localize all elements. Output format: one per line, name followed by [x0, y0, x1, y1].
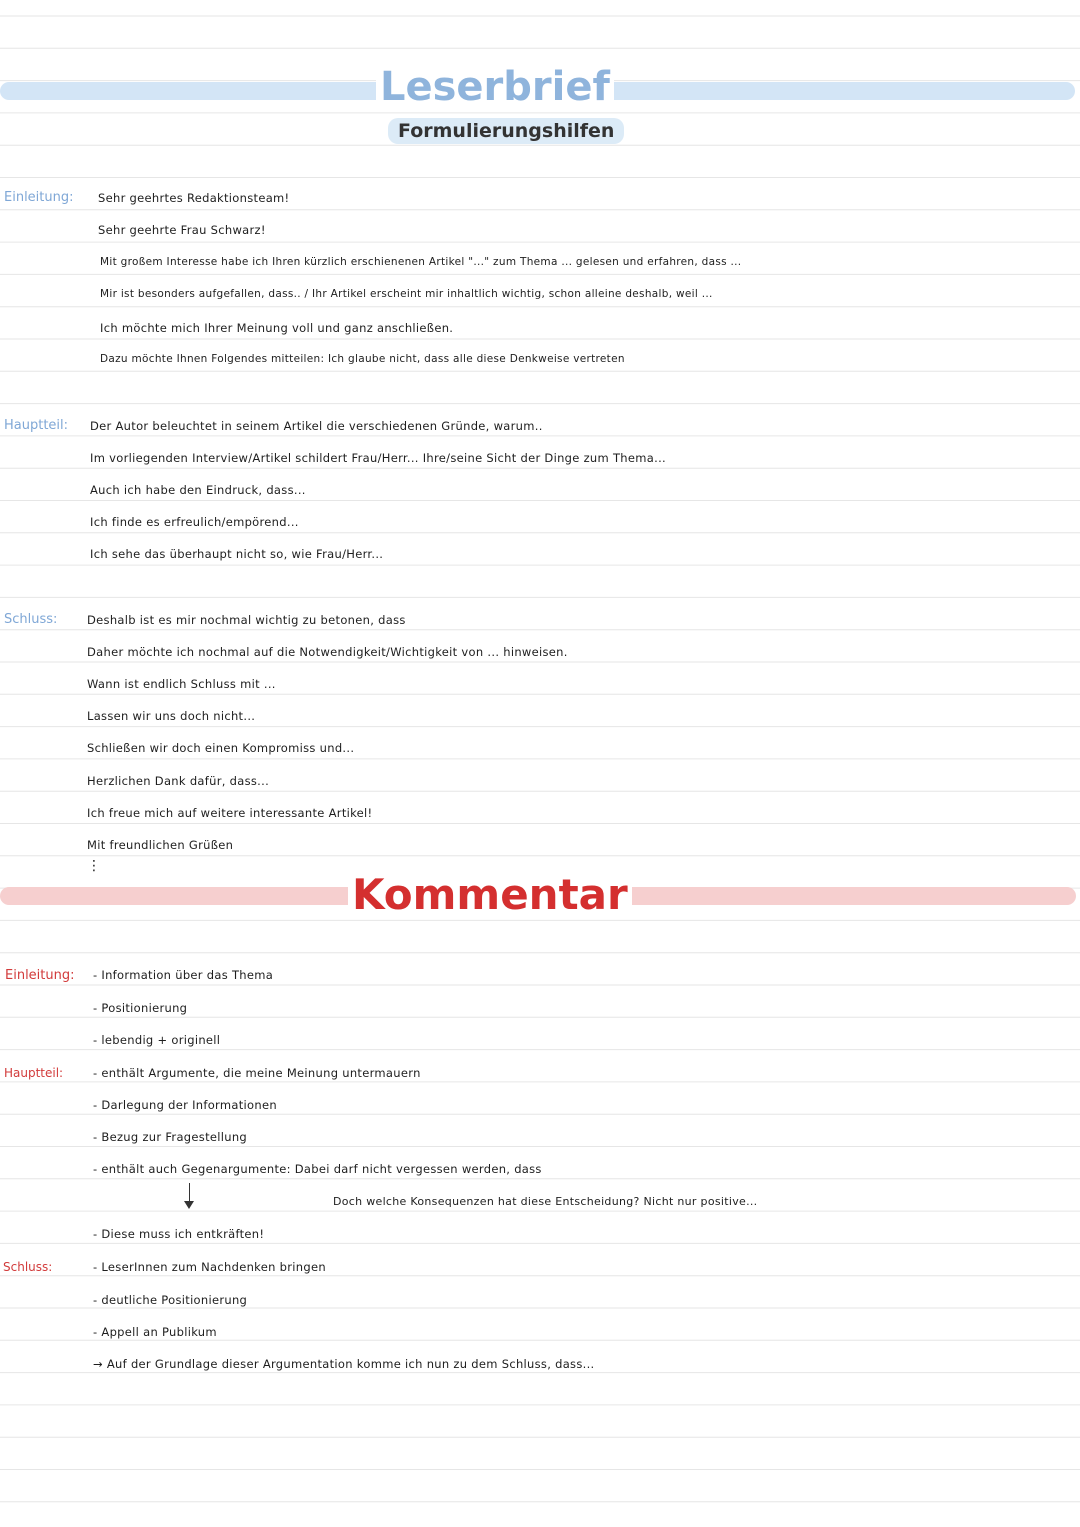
- kommentar-hauptteil-line: Doch welche Konsequenzen hat diese Entscheidung? Nicht nur positive...: [333, 1195, 758, 1208]
- leserbrief-schluss-line: Deshalb ist es mir nochmal wichtig zu betonen, dass: [87, 613, 406, 627]
- kommentar-hauptteil-line: - Diese muss ich entkräften!: [93, 1227, 265, 1241]
- leserbrief-einleitung-line: Mir ist besonders aufgefallen, dass.. / Ihr Artikel erscheint mir inhaltlich wichtig, schon alleine deshalb, weil ...: [100, 288, 713, 300]
- arrow-down-icon-head: [184, 1201, 194, 1209]
- leserbrief-hauptteil-line: Ich sehe das überhaupt nicht so, wie Frau/Herr...: [90, 547, 384, 561]
- kommentar-hauptteil-line: - enthält Argumente, die meine Meinung untermauern: [93, 1066, 421, 1080]
- leserbrief-einleitung-line: Sehr geehrte Frau Schwarz!: [98, 223, 266, 237]
- kommentar-schluss-label: Schluss:: [3, 1260, 53, 1274]
- leserbrief-hauptteil-line: Im vorliegenden Interview/Artikel schildert Frau/Herr... Ihre/seine Sicht der Dinge zum Thema...: [90, 451, 666, 465]
- kommentar-einleitung-line: - Positionierung: [93, 1001, 188, 1015]
- leserbrief-schluss-line: Wann ist endlich Schluss mit ...: [87, 677, 276, 691]
- leserbrief-schluss-line: Schließen wir doch einen Kompromiss und...: [87, 741, 355, 755]
- kommentar-schluss-line: - deutliche Positionierung: [93, 1293, 248, 1307]
- leserbrief-hauptteil-line: Der Autor beleuchtet in seinem Artikel die verschiedenen Gründe, warum..: [90, 419, 543, 433]
- kommentar-schluss-line: - Appell an Publikum: [93, 1325, 217, 1339]
- leserbrief-einleitung-line: Ich möchte mich Ihrer Meinung voll und ganz anschließen.: [100, 321, 454, 335]
- leserbrief-schluss-label: Schluss:: [4, 612, 58, 627]
- leserbrief-schluss-line: Ich freue mich auf weitere interessante Artikel!: [87, 806, 373, 820]
- arrow-down-icon: [189, 1183, 190, 1203]
- leserbrief-einleitung-line: Dazu möchte Ihnen Folgendes mitteilen: Ich glaube nicht, dass alle diese Denkweise vertreten: [100, 353, 625, 365]
- leserbrief-einleitung-label: Einleitung:: [4, 190, 74, 205]
- leserbrief-schluss-ellipsis: ⋮: [87, 858, 102, 874]
- kommentar-schluss-line: → Auf der Grundlage dieser Argumentation komme ich nun zu dem Schluss, dass...: [93, 1357, 595, 1371]
- leserbrief-schluss-line: Herzlichen Dank dafür, dass...: [87, 774, 270, 788]
- leserbrief-hauptteil-label: Hauptteil:: [4, 418, 69, 433]
- kommentar-einleitung-line: - lebendig + originell: [93, 1033, 221, 1047]
- leserbrief-schluss-line: Mit freundlichen Grüßen: [87, 838, 234, 852]
- kommentar-title: Kommentar: [348, 870, 632, 919]
- leserbrief-title: Leserbrief: [376, 64, 614, 110]
- leserbrief-subtitle: Formulierungshilfen: [388, 118, 624, 144]
- kommentar-hauptteil-line: - Bezug zur Fragestellung: [93, 1130, 248, 1144]
- leserbrief-schluss-line: Lassen wir uns doch nicht...: [87, 709, 256, 723]
- kommentar-hauptteil-line: - Darlegung der Informationen: [93, 1098, 277, 1112]
- kommentar-schluss-line: - LeserInnen zum Nachdenken bringen: [93, 1260, 326, 1274]
- leserbrief-einleitung-line: Mit großem Interesse habe ich Ihren kürzlich erschienenen Artikel "..." zum Thema ... gelesen und erfahren, dass ...: [100, 256, 742, 268]
- kommentar-hauptteil-line: - enthält auch Gegenargumente: Dabei darf nicht vergessen werden, dass: [93, 1162, 542, 1176]
- kommentar-einleitung-label: Einleitung:: [5, 968, 75, 983]
- leserbrief-hauptteil-line: Ich finde es erfreulich/empörend...: [90, 515, 299, 529]
- leserbrief-hauptteil-line: Auch ich habe den Eindruck, dass...: [90, 483, 306, 497]
- leserbrief-einleitung-line: Sehr geehrtes Redaktionsteam!: [98, 191, 290, 205]
- kommentar-hauptteil-label: Hauptteil:: [4, 1066, 64, 1080]
- leserbrief-schluss-line: Daher möchte ich nochmal auf die Notwendigkeit/Wichtigkeit von ... hinweisen.: [87, 645, 568, 659]
- kommentar-einleitung-line: - Information über das Thema: [93, 968, 274, 982]
